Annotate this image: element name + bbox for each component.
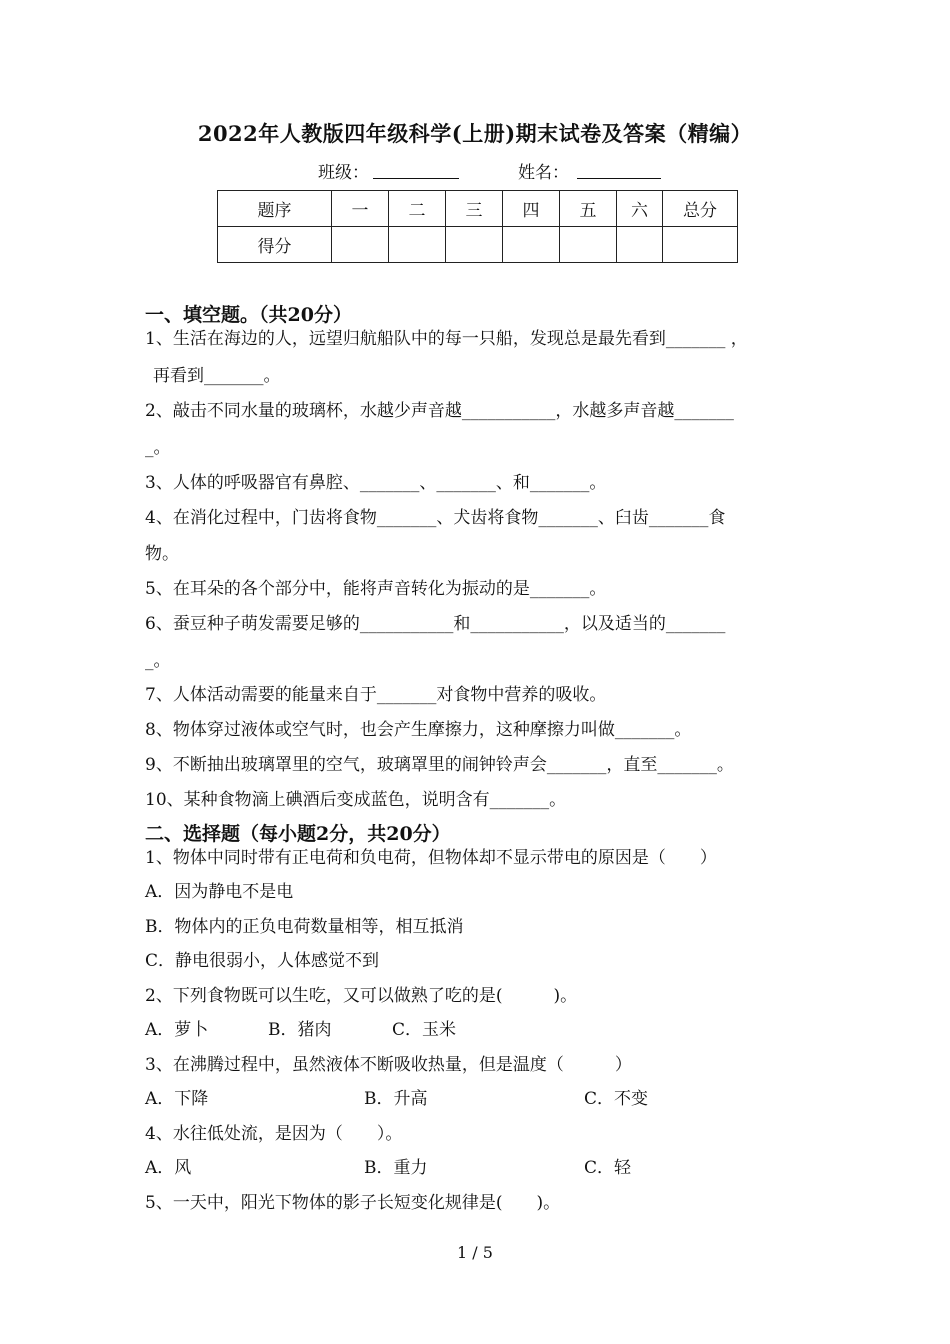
name-label: 姓名： [518,163,569,183]
choice-option[interactable]: B．物体内的正负电荷数量相等，相互抵消 [145,917,464,937]
score-cell[interactable] [617,227,663,263]
score-row-label: 得分 [218,227,332,263]
choice-option[interactable]: A．下降 [145,1089,209,1109]
question-line: 10、某种食物滴上碘酒后变成蓝色，说明含有_______。 [145,790,567,810]
question-line: 5、在耳朵的各个部分中，能将声音转化为振动的是_______。 [145,579,607,599]
header-cell: 四 [503,191,560,227]
score-table [217,190,738,263]
choice-option[interactable]: A．风 [145,1158,192,1178]
page-title: 2022年人教版四年级科学(上册)期末试卷及答案（精编） [197,121,753,146]
name-field[interactable] [577,178,661,179]
choice-question-stem: 3、在沸腾过程中，虽然液体不断吸收热量，但是温度（ ） [145,1055,632,1075]
choice-question-stem: 2、下列食物既可以生吃，又可以做熟了吃的是( )。 [145,986,578,1006]
score-cell[interactable] [389,227,446,263]
header-cell: 一 [332,191,389,227]
score-table-header-row [218,191,738,227]
choice-question-stem: 1、物体中同时带有正电荷和负电荷，但物体却不显示带电的原因是（ ） [145,848,717,868]
header-cell: 六 [617,191,663,227]
section-heading-choice: 二、选择题（每小题2分，共20分） [145,823,451,845]
page-number: 1 / 5 [457,1243,493,1262]
question-line: 4、在消化过程中，门齿将食物_______、犬齿将食物_______、臼齿_______食 [145,508,726,528]
question-line: _。 [145,651,171,671]
header-cell: 二 [389,191,446,227]
score-cell[interactable] [332,227,389,263]
choice-option[interactable]: B．重力 [364,1158,428,1178]
choice-option[interactable]: C．不变 [584,1089,649,1109]
class-field[interactable] [373,178,459,179]
choice-option[interactable]: C．轻 [584,1158,632,1178]
header-cell: 三 [446,191,503,227]
question-line: 再看到_______。 [153,366,281,386]
question-line: 3、人体的呼吸器官有鼻腔、_______、_______、和_______。 [145,473,607,493]
score-table-score-row [218,227,738,263]
question-line: 2、敲击不同水量的玻璃杯，水越少声音越___________，水越多声音越_______ [145,401,734,421]
choice-option[interactable]: B．升高 [364,1089,428,1109]
score-cell[interactable] [560,227,617,263]
score-cell[interactable] [446,227,503,263]
choice-option[interactable]: A．萝卜 [145,1020,209,1040]
question-line: 8、物体穿过液体或空气时，也会产生摩擦力，这种摩擦力叫做_______。 [145,720,692,740]
choice-option[interactable]: A．因为静电不是电 [145,882,294,902]
question-line: 物。 [145,544,179,564]
score-cell[interactable] [663,227,738,263]
question-line: 7、人体活动需要的能量来自于_______对食物中营养的吸收。 [145,685,607,705]
choice-option[interactable]: C．玉米 [392,1020,457,1040]
section-heading-fill-in: 一、填空题。（共20分） [145,304,352,326]
choice-question-stem: 5、一天中，阳光下物体的影子长短变化规律是( )。 [145,1193,561,1213]
header-cell: 五 [560,191,617,227]
question-line: 1、生活在海边的人，远望归航船队中的每一只船，发现总是最先看到_______ ， [145,329,748,349]
header-cell: 总分 [663,191,738,227]
header-cell: 题序 [218,191,332,227]
choice-question-stem: 4、水往低处流，是因为（ ）。 [145,1124,403,1144]
class-label: 班级： [318,163,369,183]
choice-option[interactable]: B．猪肉 [268,1020,332,1040]
choice-option[interactable]: C．静电很弱小，人体感觉不到 [145,951,380,971]
question-line: 6、蚕豆种子萌发需要足够的___________和___________，以及适当的_______ [145,614,726,634]
question-line: _。 [145,438,171,458]
score-cell[interactable] [503,227,560,263]
question-line: 9、不断抽出玻璃罩里的空气，玻璃罩里的闹钟铃声会_______，直至_______。 [145,755,734,775]
